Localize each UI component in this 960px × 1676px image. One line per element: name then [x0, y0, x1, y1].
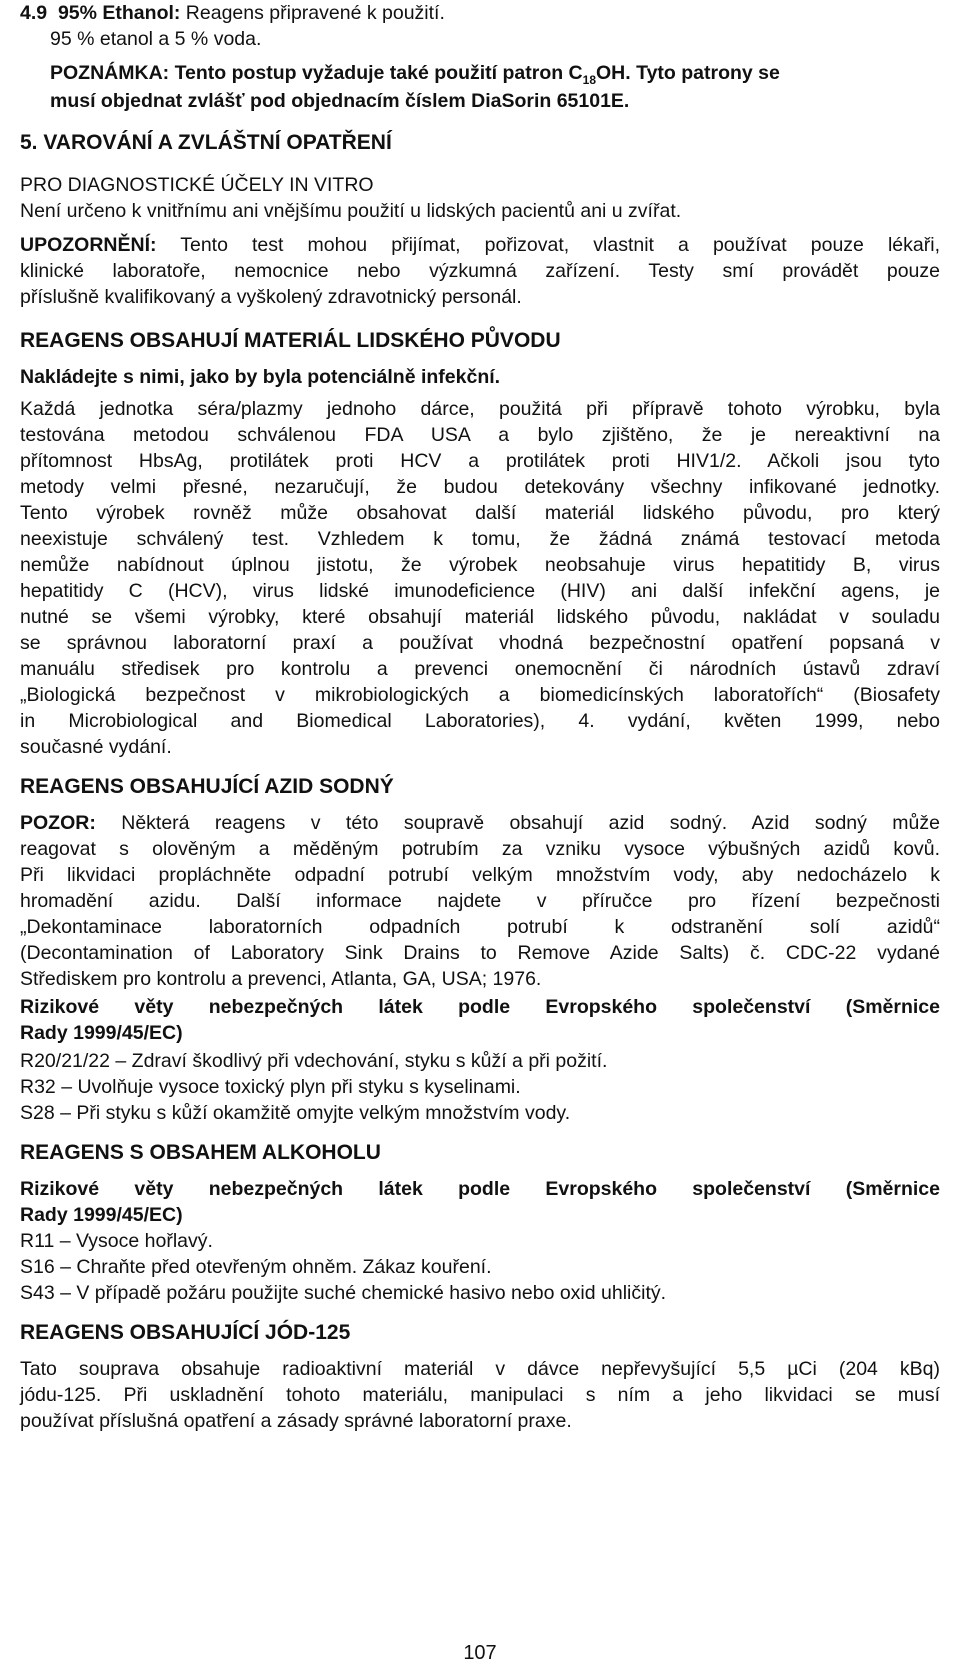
- ethanol-composition: 95 % etanol a 5 % voda.: [50, 28, 262, 50]
- paragraph-line: (Decontamination of Laboratory Sink Drains to Remove Azide Salts) č. CDC-22 vydané: [20, 942, 940, 964]
- section-5-heading: 5. VAROVÁNÍ A ZVLÁŠTNÍ OPATŘENÍ: [20, 131, 392, 154]
- note-subscript: 18: [582, 73, 597, 87]
- paragraph-line: metody velmi přesné, nezaručují, že budou detekovány všechny infikované jednotky.: [20, 476, 940, 498]
- risk-heading-line-2: Rady 1999/45/EC): [20, 1204, 183, 1226]
- paragraph-line: „Dekontaminace laboratorních odpadních potrubí k odstranění solí azidů“: [20, 916, 940, 938]
- paragraph-line: reagovat s olověným a měděným potrubím za vzniku vysoce výbušných azidů kovů.: [20, 838, 940, 860]
- paragraph-line: testována metodou schválenou FDA USA a bylo zjištěno, že je nereaktivní na: [20, 424, 940, 446]
- note-text-a: POZNÁMKA: Tento postup vyžaduje také použití patron C: [50, 62, 583, 84]
- caution-label: POZOR:: [20, 812, 96, 834]
- caution-text: Některá reagens v této soupravě obsahují azid sodný. Azid sodný může: [95, 812, 940, 834]
- warning-line-1: [20, 232, 940, 258]
- ivd-statement: PRO DIAGNOSTICKÉ ÚČELY IN VITRO: [20, 174, 374, 196]
- section-label: 95% Ethanol:: [57, 2, 181, 24]
- paragraph-line: používat příslušná opatření a zásady správné laboratorní praxe.: [20, 1410, 572, 1432]
- paragraph-line: nutné se všemi výrobky, které obsahují materiál lidského původu, nakládat v souladu: [20, 606, 940, 628]
- paragraph-line: Tento výrobek rovněž může obsahovat další materiál lidského původu, pro který: [20, 502, 940, 524]
- warning-text: Tento test mohou přijímat, pořizovat, vlastnit a používat pouze lékaři,: [156, 234, 940, 256]
- azide-line-1: [20, 810, 940, 836]
- paragraph-line: hromadění azidu. Další informace najdete v příručce pro řízení bezpečnosti: [20, 890, 940, 912]
- risk-phrase: R20/21/22 – Zdraví škodlivý při vdechování, styku s kůží a při požití.: [20, 1050, 608, 1072]
- iodine-heading: REAGENS OBSAHUJÍCÍ JÓD-125: [20, 1321, 351, 1344]
- paragraph-line: Střediskem pro kontrolu a prevenci, Atlanta, GA, USA; 1976.: [20, 968, 542, 990]
- risk-phrase: S43 – V případě požáru použijte suché chemické hasivo nebo oxid uhličitý.: [20, 1282, 667, 1304]
- paragraph-line: se správnou laboratorní praxí a používat vhodná bezpečnostní opatření popsaná v: [20, 632, 940, 654]
- paragraph-line: Tato souprava obsahuje radioaktivní materiál v dávce nepřevyšující 5,5 µCi (204 kBq): [20, 1358, 940, 1380]
- azide-heading: REAGENS OBSAHUJÍCÍ AZID SODNÝ: [20, 775, 394, 798]
- risk-phrase: R32 – Uvolňuje vysoce toxický plyn při styku s kyselinami.: [20, 1076, 521, 1098]
- risk-phrase: S16 – Chraňte před otevřeným ohněm. Zákaz kouření.: [20, 1256, 492, 1278]
- human-material-subheading: Nakládejte s nimi, jako by byla potenciálně infekční.: [20, 366, 501, 388]
- alcohol-heading: REAGENS S OBSAHEM ALKOHOLU: [20, 1141, 381, 1164]
- note-line-2: musí objednat zvlášť pod objednacím číslem DiaSorin 65101E.: [50, 90, 630, 112]
- not-for-use-statement: Není určeno k vnitřnímu ani vnějšímu použití u lidských pacientů ani u zvířat.: [20, 200, 682, 222]
- human-material-heading: REAGENS OBSAHUJÍ MATERIÁL LIDSKÉHO PŮVODU: [20, 329, 561, 352]
- note-text-b: OH. Tyto patrony se: [596, 62, 780, 84]
- paragraph-line: „Biologická bezpečnost v mikrobiologických a biomedicínských laboratořích“ (Biosafety: [20, 684, 940, 706]
- paragraph-line: Každá jednotka séra/plazmy jednoho dárce, použitá při přípravě tohoto výrobku, byla: [20, 398, 940, 420]
- paragraph-line: současné vydání.: [20, 736, 172, 758]
- risk-phrase: S28 – Při styku s kůží okamžitě omyjte velkým množstvím vody.: [20, 1102, 571, 1124]
- paragraph-line: jódu-125. Při uskladnění tohoto materiálu, manipulaci s ním a jeho likvidaci se musí: [20, 1384, 940, 1406]
- paragraph-line: manuálu středisek pro kontrolu a prevenci onemocnění či národních ústavů zdraví: [20, 658, 940, 680]
- risk-heading-line-2: Rady 1999/45/EC): [20, 1022, 183, 1044]
- paragraph-line: in Microbiological and Biomedical Laboratories), 4. vydání, květen 1999, nebo: [20, 710, 940, 732]
- section-text: Reagens připravené k použití.: [180, 2, 445, 24]
- warning-label: UPOZORNĚNÍ:: [20, 234, 157, 256]
- risk-heading-line-1: Rizikové věty nebezpečných látek podle Evropského společenství (Směrnice: [20, 1178, 940, 1200]
- paragraph-line: hepatitidy C (HCV), virus lidské imunodeficience (HIV) ani další infekční agens, je: [20, 580, 940, 602]
- paragraph-line: nemůže nabídnout úplnou jistotu, že výrobek neobsahuje virus hepatitidy B, virus: [20, 554, 940, 576]
- page-number: 107: [463, 1642, 497, 1664]
- section-4-9-title: [20, 0, 445, 26]
- section-number: 4.9: [20, 2, 48, 24]
- paragraph-line: neexistuje schválený test. Vzhledem k tomu, že žádná známá testovací metoda: [20, 528, 940, 550]
- note-line-1: [50, 60, 940, 86]
- warning-line-2: klinické laboratoře, nemocnice nebo výzkumná zařízení. Testy smí provádět pouze: [20, 260, 940, 282]
- paragraph-line: přítomnost HbsAg, protilátek proti HCV a protilátek proti HIV1/2. Ačkoli jsou tyto: [20, 450, 940, 472]
- risk-heading-line-1: Rizikové věty nebezpečných látek podle Evropského společenství (Směrnice: [20, 996, 940, 1018]
- warning-line-3: příslušně kvalifikovaný a vyškolený zdravotnický personál.: [20, 286, 522, 308]
- risk-phrase: R11 – Vysoce hořlavý.: [20, 1230, 213, 1252]
- paragraph-line: Při likvidaci propláchněte odpadní potrubí velkým množstvím vody, aby nedocházelo k: [20, 864, 940, 886]
